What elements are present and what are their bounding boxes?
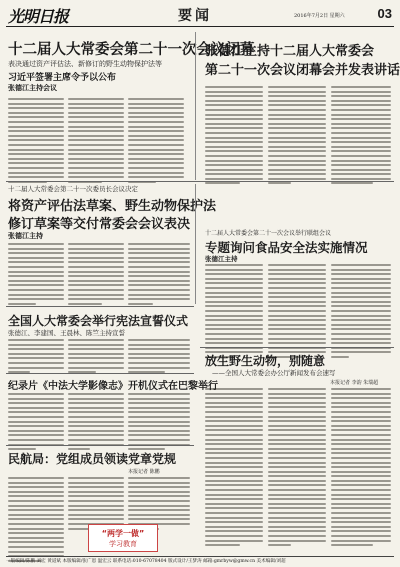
issue-date: 2016年7月2日 星期六 — [294, 13, 345, 19]
article4-body-col2 — [268, 264, 326, 360]
article8-title: 民航局：党组成员领读党章党规 — [8, 452, 177, 466]
page-footer: 一版编辑/陈鹏 刘宏 黄道斌 本版编辑/张广恩 温宏云 联系电话:010-67078404 版式设计/王梦涛 邮箱:gmrbyw@gmw.cn 美术编辑/刘超 — [6, 556, 394, 564]
section-name: 要闻 — [178, 8, 212, 24]
rule-a6 — [200, 347, 394, 348]
article6-subtitle: ——全国人大常委会办公厅新闻发布会速写 — [212, 369, 336, 377]
article8-byline: 本报记者 陈鹏 — [128, 469, 160, 475]
article6-byline: 本报记者 李韵 朱瑞超 — [330, 380, 379, 386]
article8-body-col1 — [8, 477, 64, 564]
article3-body-col3 — [128, 243, 190, 307]
article6-title: 放生野生动物，别随意 — [205, 354, 326, 368]
study-badge — [88, 524, 158, 552]
article3-kicker: 十二届人大常委会第二十一次委员长会议决定 — [8, 185, 138, 193]
article3-title-line2: 修订草案等交付常委会会议表决 — [8, 217, 191, 232]
article1-body-col2 — [68, 98, 124, 185]
article2-body-col2 — [268, 86, 326, 187]
article3-title-line1: 将资产评估法草案、野生动物保护法 — [8, 199, 217, 214]
article1-subtitle: 张德江主持会议 — [8, 84, 57, 92]
article3-body-col2 — [68, 243, 124, 307]
rule-a5 — [6, 306, 194, 307]
badge-line1: “两学一做” — [101, 529, 145, 538]
article6-body-col3 — [331, 388, 391, 549]
article4-body-col1 — [205, 264, 263, 360]
badge-line2: 学习教育 — [109, 540, 137, 548]
column-divider — [195, 32, 196, 180]
article4-kicker: 十二届人大常委会第二十一次会议举行联组会议 — [205, 230, 332, 237]
rule-a8 — [6, 445, 194, 446]
masthead — [6, 4, 394, 27]
page-number: 03 — [377, 6, 392, 21]
article4-title: 专题询问食品安全法实施情况 — [205, 240, 368, 255]
article3-body-col1 — [8, 243, 64, 307]
article2-title-line2: 第二十一次会议闭幕会并发表讲话 — [205, 63, 400, 78]
article6-body-col2 — [268, 388, 326, 549]
section-rule — [6, 181, 394, 182]
rule-a7 — [6, 373, 194, 374]
article7-body-col2 — [68, 393, 124, 453]
article5-body-col3 — [128, 339, 190, 376]
article3-subtitle: 张德江主持 — [8, 232, 43, 240]
article7-title: 纪录片《中法大学影像志》开机仪式在巴黎举行 — [8, 381, 218, 392]
article4-subtitle: 张德江主持 — [205, 255, 238, 263]
article4-body-col3 — [331, 264, 391, 360]
article1-deck: 表决通过资产评估法、新修订的野生动物保护法等 — [8, 60, 162, 68]
article5-body-col1 — [8, 339, 64, 376]
article2-body-col3 — [331, 86, 391, 187]
article1-title: 十二届人大常委会第二十一次会议闭幕 — [8, 42, 255, 58]
article7-body-col3 — [128, 393, 190, 453]
article2-body-col1 — [205, 86, 263, 187]
article1-body-col1 — [8, 98, 64, 185]
newspaper-logo: 光明日报 — [8, 7, 69, 26]
article7-body-col1 — [8, 393, 64, 453]
article1-deck2: 习近平签署主席令予以公布 — [8, 73, 117, 83]
column-divider-2 — [195, 184, 196, 304]
article6-body-col1 — [205, 388, 263, 549]
article2-title-line1: 张德江主持十二届人大常委会 — [205, 44, 375, 59]
article5-title: 全国人大常委会举行宪法宣誓仪式 — [8, 314, 189, 328]
article5-body-col2 — [68, 339, 124, 376]
article5-subtitle: 张德江、李建国、王晨林、陈竺主持宣誓 — [8, 329, 125, 337]
article1-body-col3 — [128, 98, 184, 185]
